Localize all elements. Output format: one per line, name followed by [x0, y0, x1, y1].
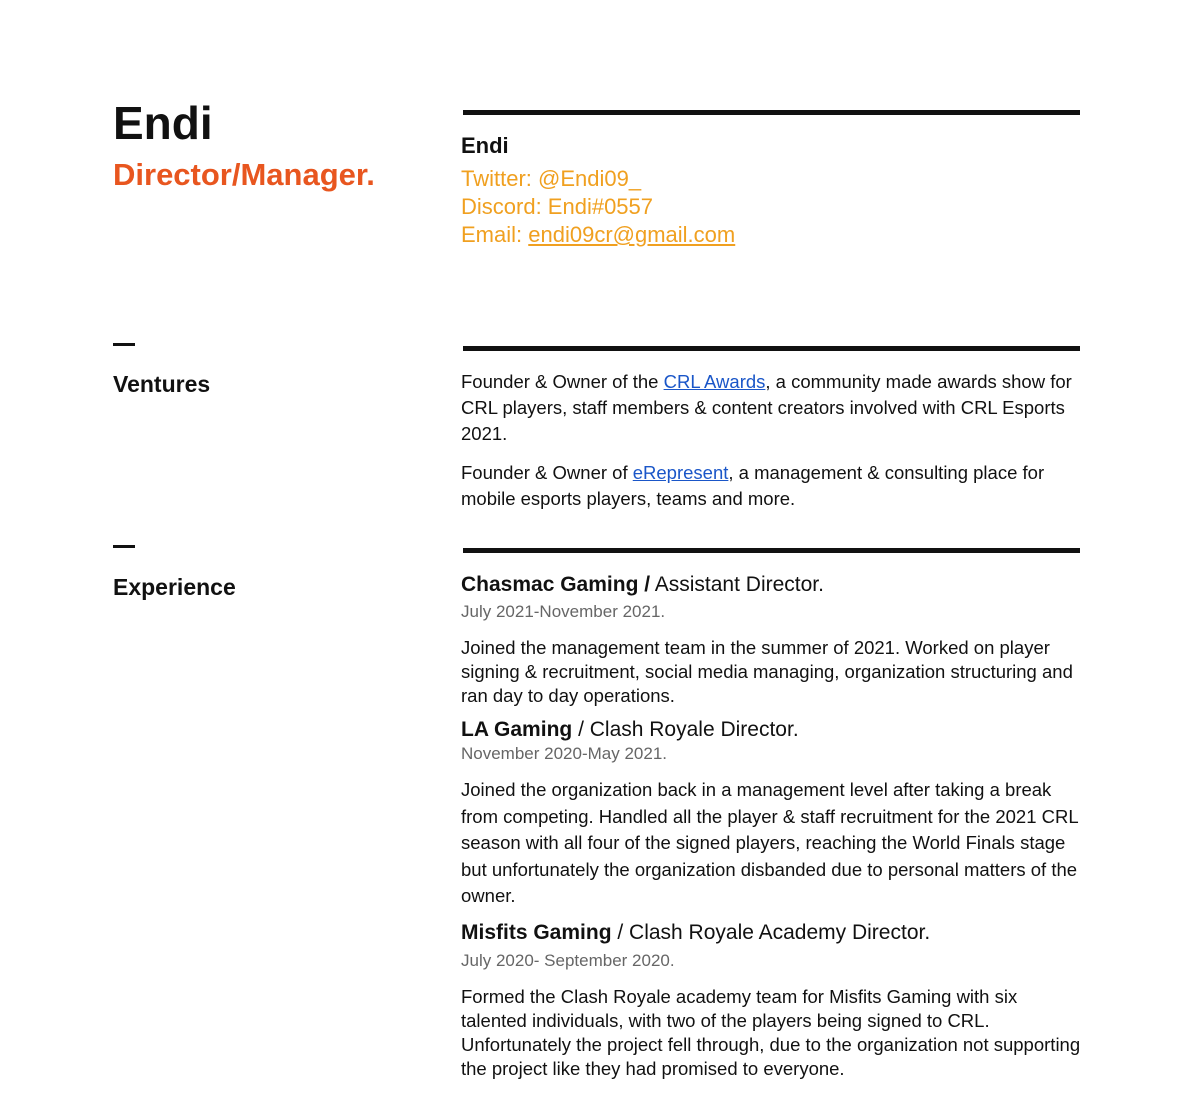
venture-item [461, 369, 1081, 447]
job-heading [461, 716, 1101, 744]
venture-text: , a management & consulting place for mobile esports players, teams and more. [461, 462, 1045, 509]
section-dash-ventures [113, 343, 135, 346]
job-dates: November 2020-May 2021. [461, 744, 668, 763]
job-org: Chasmac Gaming / [461, 573, 651, 596]
venture-text: Founder & Owner of [461, 462, 633, 483]
email-link[interactable]: endi09cr@gmail.com [528, 222, 736, 247]
job-org: Misfits Gaming [461, 921, 612, 944]
venture-text: Founder & Owner of the [461, 371, 664, 392]
job-description: Joined the organization back in a management level after taking a break from competing. Handled all the player & staff recruitment for the 2021 CRL season with all four of the signed players, reaching the World Finals stage but unfortunately the organization disbanded due to personal matters of the owner. [461, 779, 1078, 906]
job-role: / Clash Royale Director. [572, 718, 799, 741]
contact-email [461, 221, 735, 249]
job-description: Formed the Clash Royale academy team for Misfits Gaming with six talented individuals, with two of the players being signed to CRL. Unfortunately the project fell through, due to the organization not supporting the project like they had promised to everyone. [461, 986, 1081, 1079]
contact-name: Endi [461, 133, 509, 158]
job-dates: July 2021-November 2021. [461, 602, 666, 621]
job-org: LA Gaming [461, 718, 573, 741]
erepresent-link[interactable]: eRepresent [632, 462, 729, 483]
venture-text: , a community made awards show for CRL players, staff members & content creators involved with CRL Esports 2021. [461, 371, 1072, 444]
divider-contact [463, 110, 1080, 115]
divider-ventures [463, 346, 1080, 351]
divider-experience [463, 548, 1080, 553]
section-dash-experience [113, 545, 135, 548]
section-title-ventures: Ventures [113, 371, 211, 397]
contact-discord: Discord: Endi#0557 [461, 194, 654, 219]
section-title-experience: Experience [113, 574, 236, 600]
crl-awards-link[interactable]: CRL Awards [663, 371, 766, 392]
job-heading [461, 919, 1101, 947]
contact-email-label: Email: [461, 222, 529, 247]
job-dates: July 2020- September 2020. [461, 951, 675, 970]
job-description: Joined the management team in the summer of 2021. Worked on player signing & recruitment, social media managing, organization structuring and ran day to day operations. [461, 637, 1073, 706]
contact-twitter: Twitter: @Endi09_ [461, 166, 642, 191]
venture-item [461, 460, 1081, 512]
job-role: / Clash Royale Academy Director. [611, 921, 931, 944]
job-heading [461, 571, 1101, 599]
resume-role: Director/Manager. [113, 157, 375, 192]
job-role: Assistant Director. [650, 573, 824, 596]
resume-name: Endi [113, 97, 213, 149]
